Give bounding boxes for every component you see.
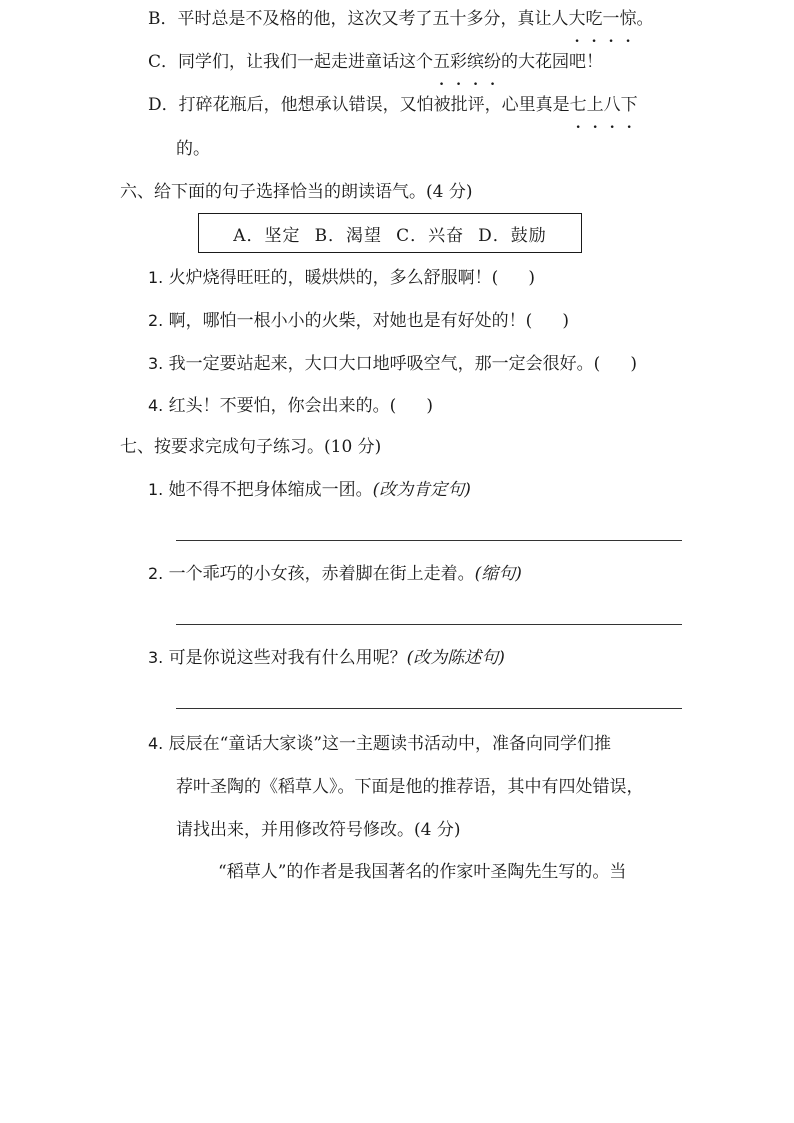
- item-text: 一个乖巧的小女孩，赤着脚在街上走着。: [168, 564, 475, 584]
- answer-line[interactable]: [176, 540, 682, 541]
- item-text: 红头！不要怕，你会出来的。(: [168, 396, 397, 416]
- item-number: 2.: [148, 564, 164, 583]
- option-b-post: 。: [636, 9, 654, 29]
- section6-heading: 六、给下面的句子选择恰当的朗读语气。(4 分): [120, 182, 473, 202]
- item-number: 4.: [148, 734, 164, 753]
- option-b-pre: B．平时总是不及格的他，这次又考了五十多分，真让人: [148, 9, 569, 29]
- section7-heading: 七、按要求完成句子练习。(10 分): [120, 437, 382, 457]
- item-number: 3.: [148, 354, 164, 373]
- tone-option-b: B．渴望: [314, 225, 383, 246]
- option-d-pre: D．打碎花瓶后，他想承认错误，又怕被批评，心里真是: [148, 95, 570, 115]
- s6-item-4: [148, 394, 433, 418]
- s6-item-2: [148, 309, 569, 333]
- option-d-continuation: 的。: [176, 139, 210, 159]
- tone-options-box: [198, 213, 582, 253]
- item-text: 火炉烧得旺旺的，暖烘烘的，多么舒服啊！(: [168, 268, 499, 288]
- item-text: 啊，哪怕一根小小的火柴，对她也是有好处的！(: [168, 311, 533, 331]
- tone-option-a: A．坚定: [233, 225, 301, 246]
- option-c-post: 的大花园吧！: [501, 52, 604, 72]
- s7-item-1: [148, 478, 471, 502]
- s7-item-3: [148, 646, 505, 670]
- dotted-char: 上: [586, 95, 604, 115]
- dotted-char: 缤: [467, 52, 485, 72]
- dotted-char: 下: [620, 95, 638, 115]
- item-number: 3.: [148, 648, 164, 667]
- option-b: [148, 7, 654, 31]
- close-paren: ): [528, 268, 535, 288]
- dotted-char: 惊: [619, 9, 637, 29]
- item4-text-line-3: 请找出来，并用修改符号修改。(4 分): [176, 820, 461, 840]
- dotted-char: 八: [603, 95, 621, 115]
- dotted-char: 吃: [585, 9, 603, 29]
- s7-item-4: [148, 732, 611, 756]
- dotted-char: 彩: [450, 52, 468, 72]
- dotted-char: 大: [568, 9, 586, 29]
- tone-option-c: C．兴奋: [396, 225, 465, 246]
- dotted-char: 七: [569, 95, 587, 115]
- dotted-char: 纷: [484, 52, 502, 72]
- answer-line[interactable]: [176, 624, 682, 625]
- close-paren: ): [562, 311, 569, 331]
- item-number: 1.: [148, 480, 164, 499]
- item4-text-line-2: 荐叶圣陶的《稻草人》。下面是他的推荐语，其中有四处错误，: [176, 777, 644, 797]
- s7-item-2: [148, 562, 522, 586]
- item-number: 1.: [148, 268, 164, 287]
- close-paren: ): [630, 354, 637, 374]
- item-instruction: (缩句): [474, 564, 522, 584]
- item-text: 可是你说这些对我有什么用呢？: [168, 648, 407, 668]
- item-text: 我一定要站起来，大口大口地呼吸空气，那一定会很好。(: [168, 354, 601, 374]
- item-number: 2.: [148, 311, 164, 330]
- answer-line[interactable]: [176, 708, 682, 709]
- item-text-line-1: 辰辰在“童话大家谈”这一主题读书活动中，准备向同学们推: [168, 734, 612, 754]
- item-text: 她不得不把身体缩成一团。: [168, 480, 373, 500]
- dotted-char: 五: [433, 52, 451, 72]
- item-instruction: (改为陈述句): [406, 648, 505, 668]
- close-paren: ): [426, 396, 433, 416]
- option-c-pre: C．同学们，让我们一起走进童话这个: [148, 52, 434, 72]
- recommendation-passage: “稻草人”的作者是我国著名的作家叶圣陶先生写的。当: [218, 862, 627, 882]
- option-c: [148, 50, 603, 74]
- item-instruction: (改为肯定句): [372, 480, 471, 500]
- option-d: [148, 93, 638, 117]
- s6-item-1: [148, 266, 535, 290]
- item-number: 4.: [148, 396, 164, 415]
- s6-item-3: [148, 352, 637, 376]
- dotted-char: 一: [602, 9, 620, 29]
- tone-option-d: D．鼓励: [478, 225, 547, 246]
